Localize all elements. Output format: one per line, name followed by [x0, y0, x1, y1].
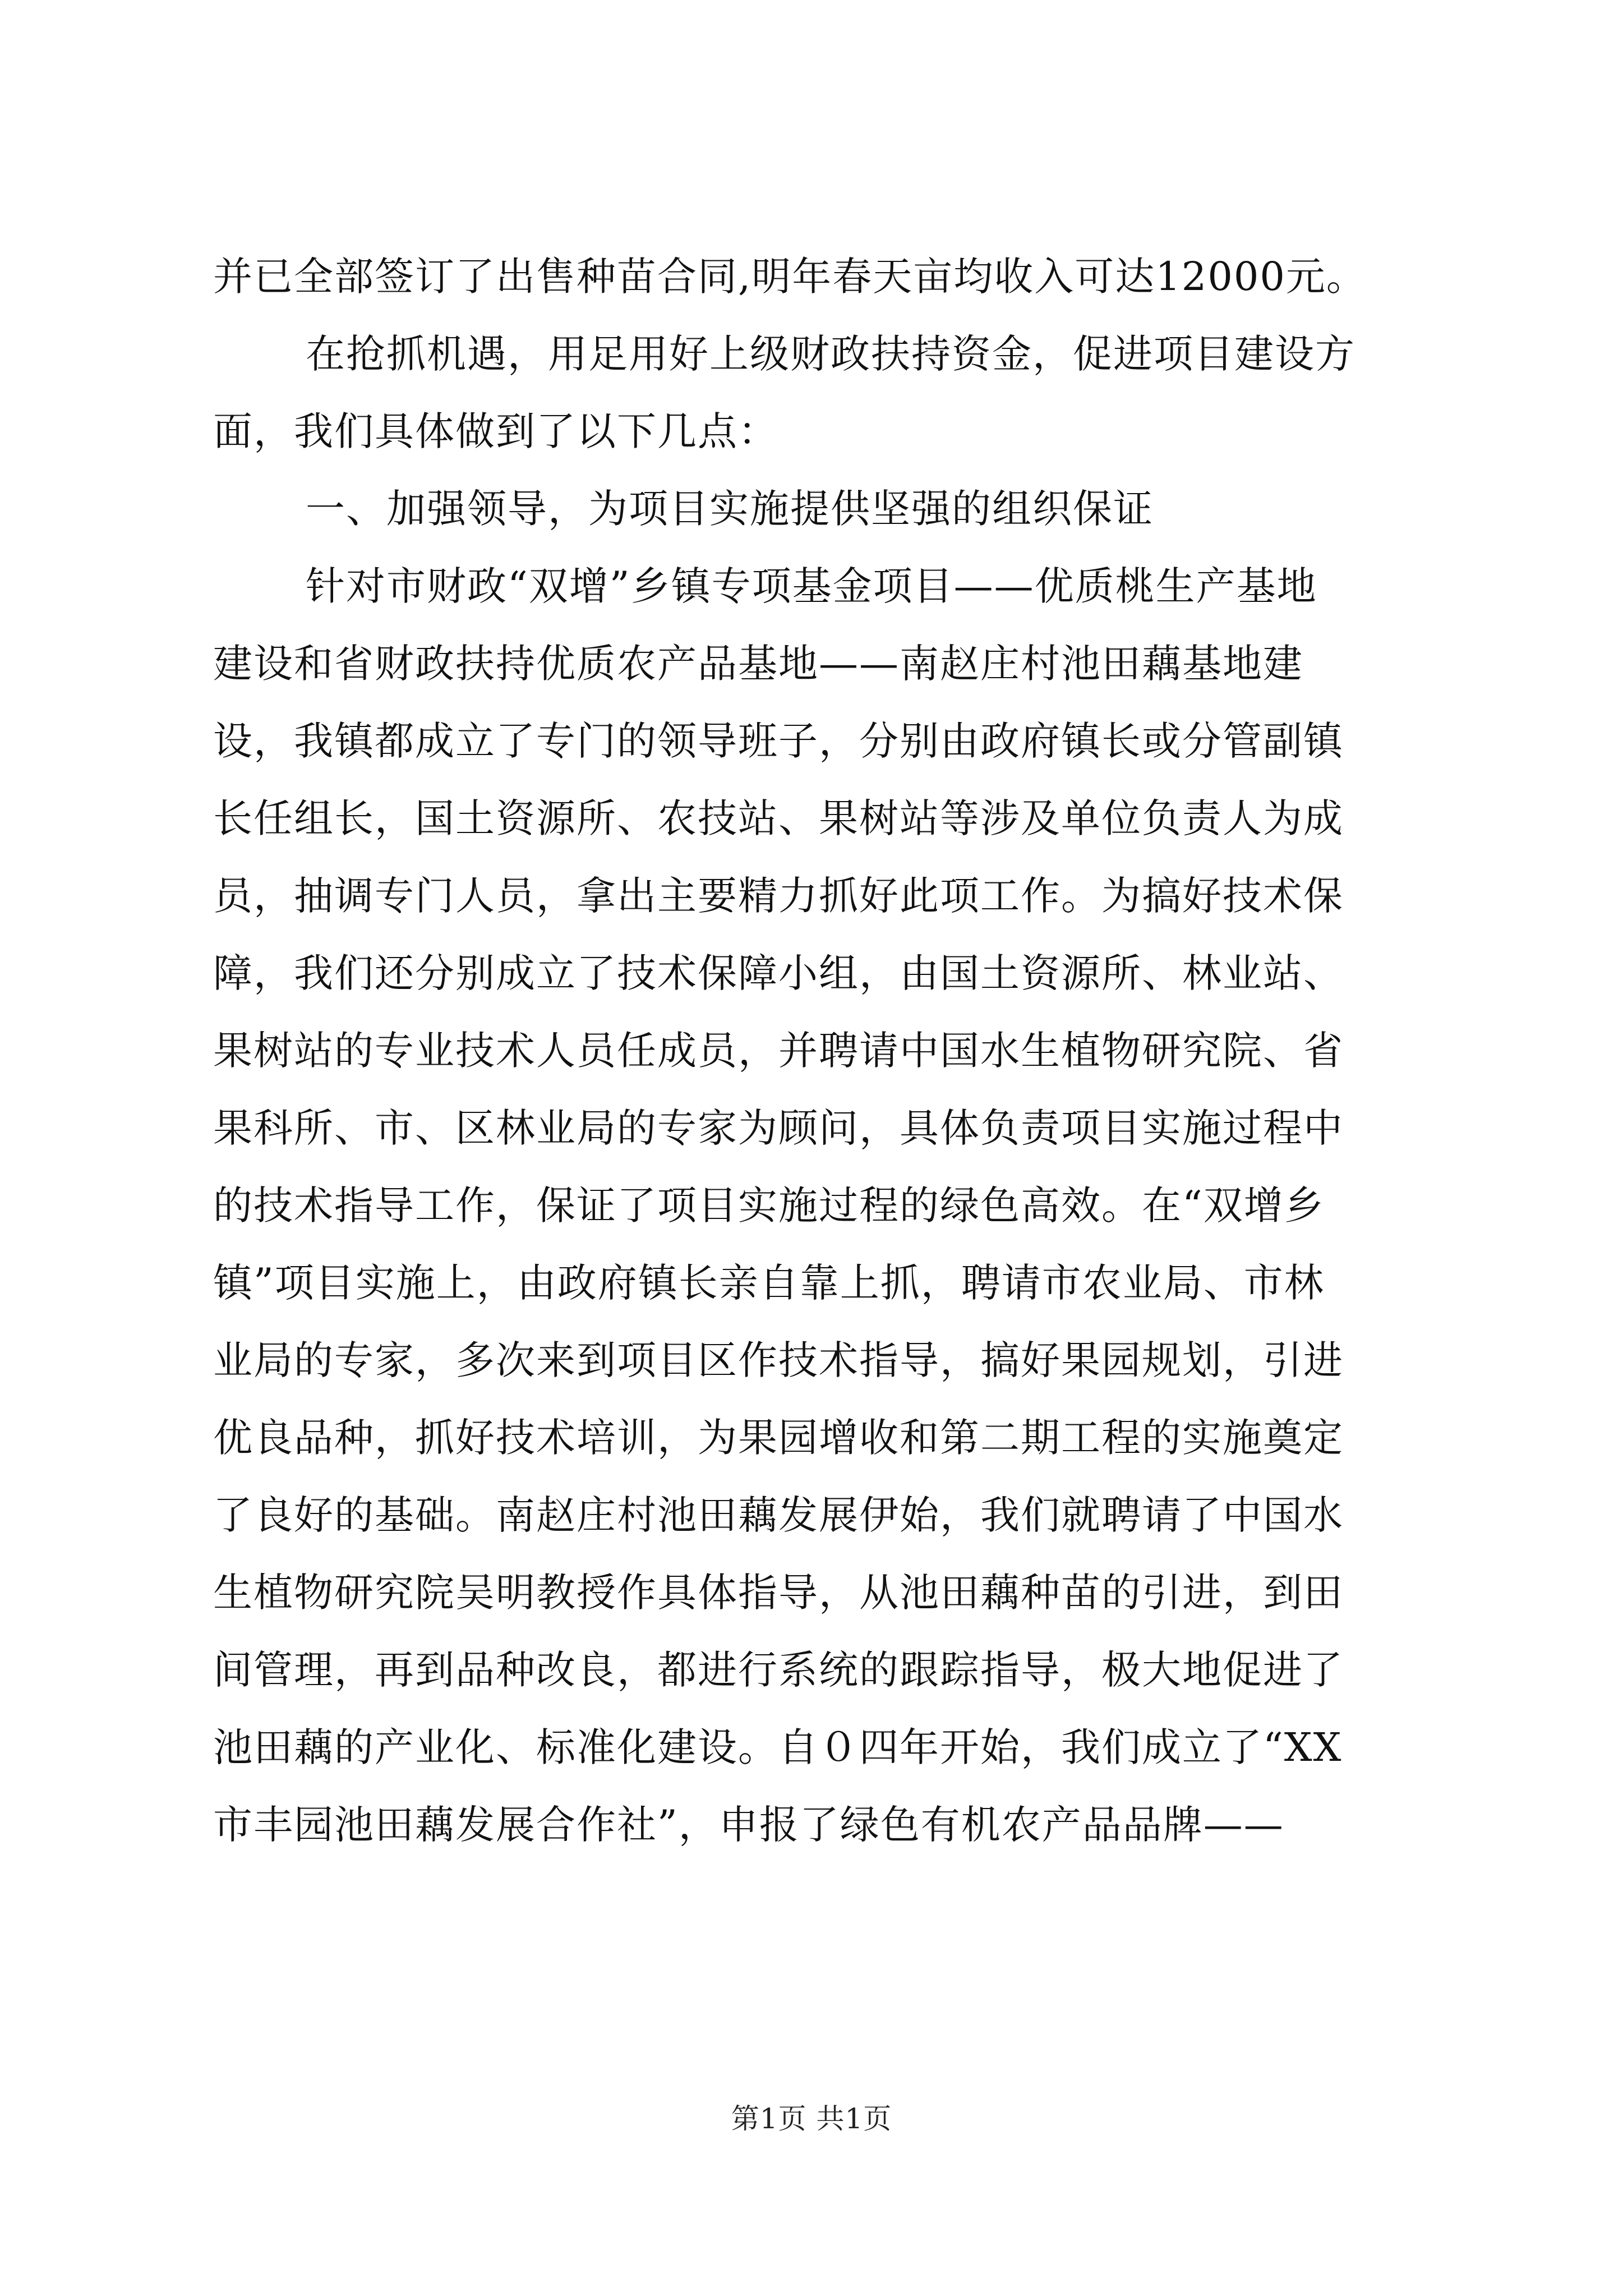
page-number-footer: 第1页 共1页 [731, 2102, 892, 2135]
text-line: 长任组长，国土资源所、农技站、果树站等涉及单位负责人为成 [213, 795, 1344, 841]
text-line: 市丰园池田藕发展合作社”，申报了绿色有机农产品品牌—— [213, 1802, 1284, 1848]
text-line: 间管理，再到品种改良，都进行系统的跟踪指导，极大地促进了 [213, 1647, 1344, 1693]
text-line: 建设和省财政扶持优质农产品基地——南赵庄村池田藕基地建 [213, 641, 1303, 687]
paragraph-line: 在抢抓机遇，用足用好上级财政扶持资金，促进项目建设方 [306, 331, 1355, 377]
text-line: 面，我们具体做到了以下几点： [213, 408, 778, 454]
text-line: 障，我们还分别成立了技术保障小组，由国土资源所、林业站、 [213, 950, 1344, 996]
text-line: 了良好的基础。南赵庄村池田藕发展伊始，我们就聘请了中国水 [213, 1492, 1344, 1538]
text-line: 优良品种，抓好技术培训，为果园增收和第二期工程的实施奠定 [213, 1415, 1344, 1461]
text-line: 池田藕的产业化、标准化建设。自０四年开始，我们成立了“XX [213, 1724, 1343, 1770]
paragraph-line: 针对市财政“双增”乡镇专项基金项目——优质桃生产基地 [306, 563, 1317, 609]
text-line: 并已全部签订了出售种苗合同,明年春天亩均收入可达12000元。 [213, 254, 1367, 300]
text-line: 生植物研究院吴明教授作具体指导，从池田藕种苗的引进，到田 [213, 1570, 1344, 1616]
text-line: 员，抽调专门人员，拿出主要精力抓好此项工作。为搞好技术保 [213, 873, 1344, 919]
text-line: 果树站的专业技术人员任成员，并聘请中国水生植物研究院、省 [213, 1028, 1344, 1074]
text-line: 的技术指导工作，保证了项目实施过程的绿色高效。在“双增乡 [213, 1182, 1325, 1228]
text-line: 设，我镇都成立了专门的领导班子，分别由政府镇长或分管副镇 [213, 718, 1344, 764]
text-line: 镇”项目实施上，由政府镇长亲自靠上抓，聘请市农业局、市林 [213, 1260, 1325, 1306]
text-line: 果科所、市、区林业局的专家为顾问，具体负责项目实施过程中 [213, 1105, 1344, 1151]
text-line: 业局的专家，多次来到项目区作技术指导，搞好果园规划，引进 [213, 1337, 1344, 1383]
section-heading: 一、加强领导，为项目实施提供坚强的组织保证 [306, 486, 1154, 532]
